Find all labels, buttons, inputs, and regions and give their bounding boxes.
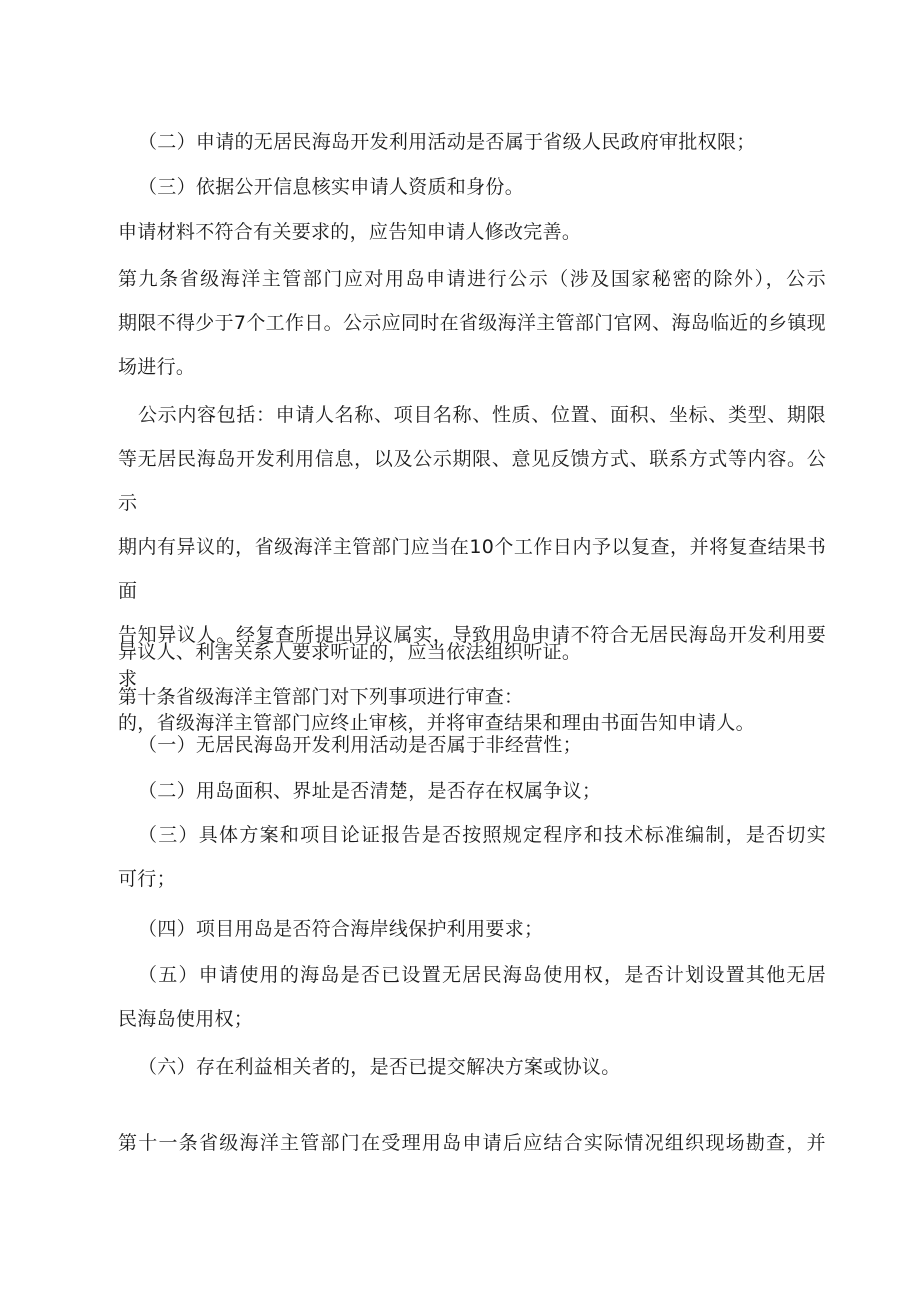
paragraph-item-1-non-commercial [118, 723, 826, 767]
text-line: （五）申请使用的海岛是否已设置无居民海岛使用权，是否计划设置其他无居 [138, 964, 826, 986]
text-line: 申请材料不符合有关要求的，应告知申请人修改完善。 [118, 221, 582, 243]
paragraph-item-3-plan-report [118, 813, 826, 901]
paragraph-hearing [118, 630, 826, 674]
text-line: 民海岛使用权； [118, 1008, 254, 1030]
text-line: （二）用岛面积、界址是否清楚，是否存在权属争议； [138, 780, 602, 802]
text-line: （三）依据公开信息核实申请人资质和身份。 [138, 176, 525, 198]
paragraph-item-4-coastline [118, 907, 826, 951]
text-line: 可行； [118, 868, 176, 890]
paragraph-item-5-use-right [118, 953, 826, 1041]
text-line: 第十条省级海洋主管部门对下列事项进行审查： [118, 686, 524, 708]
text-line: （二）申请的无居民海岛开发利用活动是否属于省级人民政府审批权限； [138, 131, 756, 153]
paragraph-article-11 [118, 1121, 826, 1165]
text-line: 期限不得少于7个工作日。公示应同时在省级海洋主管部门官网、海岛临近的乡镇现 [118, 312, 826, 334]
text-line: 场进行。 [118, 356, 196, 378]
text-line: （一）无居民海岛开发利用活动是否属于非经营性； [138, 734, 582, 756]
paragraph-item-2-approval-authority [118, 120, 826, 164]
paragraph-article-10 [118, 675, 826, 719]
paragraph-item-2-boundary [118, 769, 826, 813]
text-line: 公示内容包括：申请人名称、项目名称、性质、位置、面积、坐标、类型、期限 [138, 404, 826, 426]
text-line: 第十一条省级海洋主管部门在受理用岛申请后应结合实际情况组织现场勘查，并 [118, 1132, 826, 1154]
paragraph-article-9 [118, 257, 826, 389]
text-line: 第九条省级海洋主管部门应对用岛申请进行公示（涉及国家秘密的除外），公示 [118, 268, 826, 290]
paragraph-item-6-stakeholders [118, 1045, 826, 1089]
text-line: 异议人、利害关系人要求听证的，应当依法组织听证。 [118, 641, 582, 663]
text-line: 等无居民海岛开发利用信息，以及公示期限、意见反馈方式、联系方式等内容。公示 [118, 448, 826, 514]
text-line: （六）存在利益相关者的，是否已提交解决方案或协议。 [138, 1056, 621, 1078]
text-line: （四）项目用岛是否符合海岸线保护利用要求； [138, 918, 544, 940]
paragraph-materials-revision [118, 210, 826, 254]
text-line: 期内有异议的，省级海洋主管部门应当在10个工作日内予以复查，并将复查结果书面 [118, 536, 826, 602]
text-line: （三）具体方案和项目论证报告是否按照规定程序和技术标准编制，是否切实 [138, 824, 826, 846]
text-line: 告知异议人。经复查所提出异议属实，导致用岛申请不符合无居民海岛开发利用要求 [118, 624, 826, 690]
paragraph-item-3-verify-identity [118, 165, 826, 209]
text-line: 的，省级海洋主管部门应终止审核，并将审查结果和理由书面告知申请人。 [118, 712, 755, 734]
